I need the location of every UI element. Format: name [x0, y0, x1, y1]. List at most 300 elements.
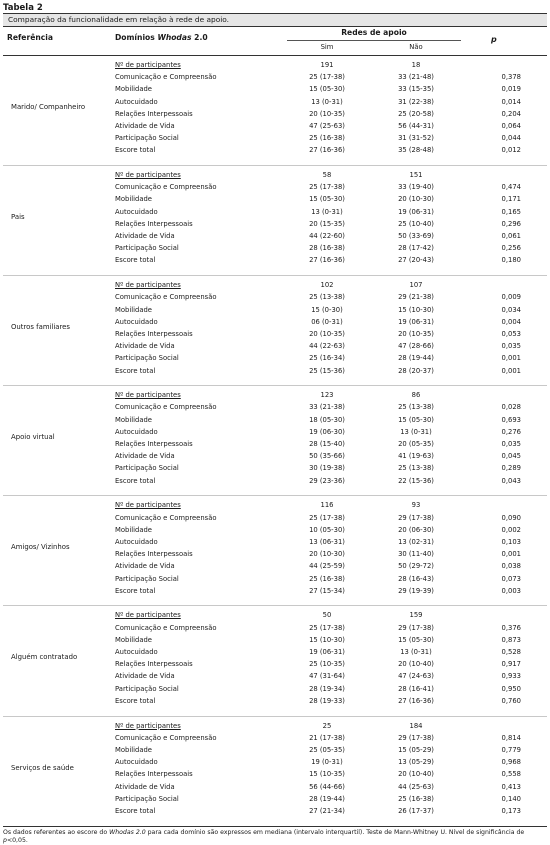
- cell-p: 0,090: [501, 513, 521, 522]
- cell-sim: 47 (31-64): [309, 672, 345, 681]
- cell-nao: 29 (17-38): [398, 733, 434, 742]
- table-row: [3, 573, 547, 585]
- cell-p: 0,256: [501, 244, 521, 253]
- cell-domain: Escore total: [115, 256, 156, 265]
- cell-nao: 15 (05-29): [398, 745, 434, 754]
- cell-nao: 20 (05-35): [398, 440, 434, 449]
- cell-sim: 58: [322, 171, 332, 180]
- cell-nao: 13 (0-31): [400, 427, 432, 436]
- cell-p: 0,968: [501, 758, 521, 767]
- cell-nao: 20 (10-30): [398, 195, 434, 204]
- cell-domain: Atividade de Vida: [115, 782, 175, 791]
- cell-domain: Atividade de Vida: [115, 122, 175, 130]
- cell-nao: 29 (17-38): [398, 513, 434, 522]
- cell-p: 0,171: [501, 195, 521, 204]
- table-row: [3, 181, 547, 193]
- cell-p: 0,002: [501, 525, 521, 534]
- cell-sim: 28 (16-38): [309, 244, 345, 253]
- cell-p: 0,014: [501, 97, 521, 106]
- cell-sim: 20 (15-35): [309, 219, 345, 228]
- table-group: [3, 166, 547, 276]
- cell-domain: Atividade de Vida: [115, 452, 175, 461]
- cell-p: 0,001: [501, 550, 521, 559]
- cell-nao: 20 (10-40): [398, 660, 434, 669]
- cell-nao: 44 (25-63): [398, 782, 434, 791]
- cell-nao: 15 (05-30): [398, 635, 434, 644]
- cell-domain: Escore total: [115, 696, 156, 705]
- cell-domain: Relações Interpessoais: [115, 219, 193, 228]
- cell-p: 0,289: [501, 464, 521, 473]
- header-sim: Sim: [320, 43, 334, 51]
- cell-p: 0,873: [501, 635, 521, 644]
- cell-domain: Relações Interpessoais: [115, 109, 193, 118]
- cell-p: 0,053: [501, 329, 521, 338]
- cell-sim: 25 (17-38): [309, 183, 345, 192]
- cell-sim: 30 (19-38): [309, 464, 345, 473]
- table-row: [3, 242, 547, 254]
- cell-sim: 28 (19-33): [309, 696, 345, 705]
- cell-domain: Nº de participantes: [115, 611, 181, 620]
- cell-sim: 102: [320, 281, 334, 290]
- cell-nao: 25 (13-38): [398, 403, 434, 412]
- header-redes-de-apoio: Redes de apoio: [341, 28, 407, 37]
- table-row: [3, 732, 547, 744]
- cell-sim: 19 (06-30): [309, 427, 345, 436]
- cell-sim: 18 (05-30): [309, 415, 345, 424]
- cell-p: 0,034: [501, 305, 521, 314]
- table-row: [3, 438, 547, 450]
- cell-sim: 25 (17-38): [309, 513, 345, 522]
- cell-nao: 29 (19-39): [398, 586, 434, 595]
- header-nao: Não: [409, 43, 423, 51]
- cell-domain: Participação Social: [115, 354, 179, 363]
- cell-p: 0,693: [501, 415, 521, 424]
- cell-sim: 27 (16-36): [309, 256, 345, 265]
- cell-nao: 151: [409, 171, 423, 180]
- cell-domain: Comunicação e Compreensão: [115, 513, 217, 522]
- cell-domain: Mobilidade: [115, 305, 152, 314]
- cell-nao: 159: [409, 611, 423, 620]
- cell-sim: 15 (10-35): [309, 770, 345, 779]
- cell-p: 0,528: [501, 648, 521, 657]
- cell-p: 0,413: [501, 782, 521, 791]
- cell-nao: 184: [409, 721, 423, 730]
- cell-sim: 25 (16-34): [309, 354, 345, 363]
- cell-nao: 22 (15-36): [398, 476, 434, 485]
- cell-p: 0,950: [501, 684, 521, 693]
- footnote: [3, 827, 547, 845]
- table-group: [3, 606, 547, 716]
- cell-sim: 44 (25-59): [309, 562, 345, 571]
- cell-domain: Autocuidado: [115, 97, 158, 106]
- table-row: [3, 683, 547, 695]
- cell-p: 0,558: [501, 770, 521, 779]
- cell-p: 0,073: [501, 574, 521, 583]
- table-row: [3, 132, 547, 144]
- cell-sim: 28 (15-40): [309, 440, 345, 449]
- cell-nao: 20 (10-35): [398, 329, 434, 338]
- cell-domain: Comunicação e Compreensão: [115, 73, 217, 82]
- cell-p: 0,001: [501, 354, 521, 363]
- cell-sim: 25 (13-38): [309, 293, 345, 302]
- footnote-italic1: Whodas 2.0: [109, 828, 146, 836]
- cell-domain: Participação Social: [115, 244, 179, 253]
- cell-domain: Mobilidade: [115, 525, 152, 534]
- cell-nao: 19 (06-31): [398, 317, 434, 326]
- table-row: [3, 793, 547, 805]
- table-row: [3, 59, 547, 71]
- cell-p: 0,140: [501, 794, 521, 803]
- cell-sim: 20 (10-35): [309, 329, 345, 338]
- table-body: [3, 56, 547, 827]
- table-row: [3, 499, 547, 511]
- cell-domain: Nº de participantes: [115, 391, 181, 400]
- cell-sim: 15 (0-30): [311, 305, 343, 314]
- cell-domain: Comunicação e Compreensão: [115, 733, 217, 742]
- cell-domain: Atividade de Vida: [115, 562, 175, 571]
- cell-sim: 116: [320, 501, 334, 510]
- cell-nao: 25 (16-38): [398, 794, 434, 803]
- cell-p: 0,003: [501, 586, 521, 595]
- cell-sim: 06 (0-31): [311, 317, 343, 326]
- cell-p: 0,012: [501, 146, 521, 155]
- cell-nao: 13 (05-29): [398, 758, 434, 767]
- cell-sim: 19 (0-31): [311, 758, 343, 767]
- group-reference: Marido/ Companheiro: [11, 103, 86, 111]
- header-dominios-suffix: 2.0: [191, 33, 208, 42]
- table-row: [3, 120, 547, 132]
- cell-nao: 28 (17-42): [398, 244, 434, 253]
- cell-sim: 28 (19-44): [309, 794, 345, 803]
- cell-sim: 27 (21-34): [309, 806, 345, 815]
- table-row: [3, 560, 547, 572]
- table-row: [3, 548, 547, 560]
- cell-p: 0,165: [501, 207, 521, 216]
- table-row: [3, 401, 547, 413]
- cell-domain: Participação Social: [115, 794, 179, 803]
- cell-p: 0,064: [501, 122, 521, 130]
- table-row: [3, 695, 547, 707]
- cell-p: 0,043: [501, 476, 521, 485]
- cell-domain: Escore total: [115, 806, 156, 815]
- cell-domain: Comunicação e Compreensão: [115, 403, 217, 412]
- table-row: [3, 316, 547, 328]
- cell-domain: Escore total: [115, 366, 156, 375]
- cell-nao: 107: [409, 281, 423, 290]
- cell-sim: 20 (10-30): [309, 550, 345, 559]
- cell-p: 0,917: [501, 660, 521, 669]
- cell-nao: 29 (21-38): [398, 293, 434, 302]
- cell-domain: Autocuidado: [115, 207, 158, 216]
- cell-nao: 19 (06-31): [398, 207, 434, 216]
- table-group: [3, 496, 547, 606]
- cell-domain: Participação Social: [115, 134, 179, 143]
- cell-domain: Participação Social: [115, 574, 179, 583]
- table-label: Tabela 2: [3, 3, 43, 13]
- cell-nao: 31 (22-38): [398, 97, 434, 106]
- cell-nao: 56 (44-31): [398, 122, 434, 130]
- cell-domain: Relações Interpessoais: [115, 440, 193, 449]
- cell-sim: 25: [322, 721, 332, 730]
- group-reference: Outros familiares: [11, 323, 71, 332]
- cell-domain: Participação Social: [115, 464, 179, 473]
- footnote-italic2: p: [3, 836, 7, 844]
- group-reference: Apoio virtual: [11, 433, 55, 442]
- cell-p: 0,103: [501, 537, 521, 546]
- table-row: [3, 756, 547, 768]
- cell-p: 0,204: [501, 109, 521, 118]
- table-row: [3, 720, 547, 732]
- header-p: p: [491, 35, 497, 44]
- group-reference: Serviços de saúde: [11, 763, 74, 772]
- cell-p: 0,004: [501, 317, 521, 326]
- cell-p: 0,044: [501, 134, 521, 143]
- cell-nao: 33 (21-48): [398, 73, 434, 82]
- table-row: [3, 512, 547, 524]
- cell-nao: 28 (16-43): [398, 574, 434, 583]
- cell-nao: 18: [411, 61, 421, 69]
- cell-sim: 191: [320, 61, 334, 69]
- cell-domain: Escore total: [115, 476, 156, 485]
- cell-nao: 31 (31-52): [398, 134, 434, 143]
- table-row: [3, 536, 547, 548]
- table-row: [3, 609, 547, 621]
- cell-sim: 50 (35-66): [309, 452, 345, 461]
- table-row: [3, 144, 547, 156]
- cell-domain: Participação Social: [115, 684, 179, 693]
- cell-sim: 44 (22-60): [309, 232, 345, 241]
- cell-domain: Atividade de Vida: [115, 672, 175, 681]
- cell-sim: 28 (19-34): [309, 684, 345, 693]
- table-row: [3, 634, 547, 646]
- header-dominios: [115, 33, 208, 42]
- cell-domain: Nº de participantes: [115, 281, 181, 290]
- cell-sim: 13 (0-31): [311, 97, 343, 106]
- cell-p: 0,814: [501, 733, 521, 742]
- cell-nao: 47 (24-63): [398, 672, 434, 681]
- group-reference: Pais: [11, 213, 25, 222]
- cell-p: 0,045: [501, 452, 521, 461]
- cell-p: 0,180: [501, 256, 521, 265]
- cell-domain: Atividade de Vida: [115, 342, 175, 351]
- cell-sim: 123: [320, 391, 334, 400]
- cell-domain: Mobilidade: [115, 415, 152, 424]
- cell-sim: 25 (16-38): [309, 574, 345, 583]
- footnote-part2: para cada domínio são expressos em mediana (intervalo interquartil). Teste de Mann-Whitney U. Nível de significância de: [145, 828, 525, 836]
- cell-domain: Autocuidado: [115, 427, 158, 436]
- table-row: [3, 279, 547, 291]
- cell-nao: 86: [411, 391, 421, 400]
- cell-sim: 19 (06-31): [309, 648, 345, 657]
- table-row: [3, 304, 547, 316]
- cell-domain: Escore total: [115, 586, 156, 595]
- cell-domain: Autocuidado: [115, 537, 158, 546]
- cell-domain: Comunicação e Compreensão: [115, 293, 217, 302]
- cell-nao: 25 (20-58): [398, 109, 434, 118]
- group-reference: Alguém contratado: [11, 653, 78, 662]
- cell-p: 0,760: [501, 696, 521, 705]
- cell-nao: 15 (05-30): [398, 415, 434, 424]
- header-divider: [287, 40, 461, 41]
- cell-sim: 27 (15-34): [309, 586, 345, 595]
- table-caption: Comparação da funcionalidade em relação à rede de apoio.: [3, 13, 547, 26]
- cell-p: 0,173: [501, 806, 521, 815]
- cell-sim: 20 (10-35): [309, 109, 345, 118]
- table-row: [3, 365, 547, 377]
- cell-domain: Relações Interpessoais: [115, 329, 193, 338]
- table-row: [3, 108, 547, 120]
- cell-sim: 25 (17-38): [309, 623, 345, 632]
- table-group: [3, 56, 547, 166]
- cell-sim: 21 (17-38): [309, 733, 345, 742]
- cell-p: 0,035: [501, 342, 521, 351]
- cell-p: 0,474: [501, 183, 521, 192]
- cell-sim: 15 (05-30): [309, 195, 345, 204]
- table-row: [3, 646, 547, 658]
- cell-nao: 13 (0-31): [400, 648, 432, 657]
- table-header: [3, 26, 547, 56]
- table-row: [3, 96, 547, 108]
- cell-nao: 28 (19-44): [398, 354, 434, 363]
- table-row: [3, 169, 547, 181]
- cell-sim: 56 (44-66): [309, 782, 345, 791]
- cell-nao: 15 (10-30): [398, 305, 434, 314]
- cell-domain: Mobilidade: [115, 745, 152, 754]
- group-reference: Amigos/ Vizinhos: [11, 543, 70, 552]
- table-row: [3, 670, 547, 682]
- cell-nao: 50 (29-72): [398, 562, 434, 571]
- cell-sim: 33 (21-38): [309, 403, 345, 412]
- header-referencia: Referência: [7, 33, 53, 42]
- table-row: [3, 585, 547, 597]
- cell-p: 0,376: [501, 623, 521, 632]
- cell-domain: Escore total: [115, 146, 156, 155]
- cell-p: 0,028: [501, 403, 521, 412]
- cell-sim: 25 (17-38): [309, 73, 345, 82]
- footnote-part3: <0,05.: [6, 836, 28, 844]
- header-dominios-prefix: Domínios: [115, 33, 158, 42]
- cell-domain: Nº de participantes: [115, 61, 181, 69]
- table-group: [3, 276, 547, 386]
- cell-sim: 50: [322, 611, 332, 620]
- table-row: [3, 658, 547, 670]
- table-row: [3, 805, 547, 817]
- cell-sim: 10 (05-30): [309, 525, 345, 534]
- cell-nao: 20 (06-30): [398, 525, 434, 534]
- cell-p: 0,061: [501, 232, 521, 241]
- table-row: [3, 744, 547, 756]
- footnote-part1: Os dados referentes ao escore do: [3, 828, 110, 836]
- cell-domain: Mobilidade: [115, 635, 152, 644]
- cell-domain: Nº de participantes: [115, 171, 181, 180]
- table-row: [3, 193, 547, 205]
- table-row: [3, 328, 547, 340]
- cell-nao: 41 (19-63): [398, 452, 434, 461]
- cell-sim: 25 (10-35): [309, 660, 345, 669]
- table-row: [3, 254, 547, 266]
- table-row: [3, 218, 547, 230]
- cell-sim: 15 (10-30): [309, 635, 345, 644]
- cell-p: 0,276: [501, 427, 521, 436]
- cell-domain: Relações Interpessoais: [115, 770, 193, 779]
- cell-p: 0,035: [501, 440, 521, 449]
- cell-nao: 30 (11-40): [398, 550, 434, 559]
- table-row: [3, 291, 547, 303]
- cell-sim: 27 (16-36): [309, 146, 345, 155]
- cell-sim: 25 (16-38): [309, 134, 345, 143]
- cell-domain: Nº de participantes: [115, 501, 181, 510]
- cell-nao: 25 (10-40): [398, 219, 434, 228]
- header-dominios-italic: Whodas: [157, 33, 192, 42]
- table-row: [3, 450, 547, 462]
- cell-sim: 13 (06-31): [309, 537, 345, 546]
- cell-domain: Comunicação e Compreensão: [115, 623, 217, 632]
- cell-nao: 33 (15-35): [398, 85, 434, 94]
- table-group: [3, 386, 547, 496]
- cell-nao: 29 (17-38): [398, 623, 434, 632]
- cell-domain: Relações Interpessoais: [115, 660, 193, 669]
- cell-nao: 27 (20-43): [398, 256, 434, 265]
- cell-domain: Comunicação e Compreensão: [115, 183, 217, 192]
- cell-sim: 29 (23-36): [309, 476, 345, 485]
- cell-p: 0,296: [501, 219, 521, 228]
- cell-sim: 44 (22-63): [309, 342, 345, 351]
- cell-sim: 13 (0-31): [311, 207, 343, 216]
- cell-p: 0,378: [501, 73, 521, 82]
- table-row: [3, 768, 547, 780]
- cell-nao: 28 (16-41): [398, 684, 434, 693]
- table-group: [3, 717, 547, 827]
- table-row: [3, 389, 547, 401]
- table-row: [3, 426, 547, 438]
- cell-domain: Autocuidado: [115, 648, 158, 657]
- cell-p: 0,019: [501, 85, 521, 94]
- cell-p: 0,038: [501, 562, 521, 571]
- cell-nao: 13 (02-31): [398, 537, 434, 546]
- cell-sim: 25 (15-36): [309, 366, 345, 375]
- table-row: [3, 781, 547, 793]
- cell-nao: 50 (33-69): [398, 232, 434, 241]
- table-container: [3, 3, 547, 845]
- cell-nao: 28 (20-37): [398, 366, 434, 375]
- cell-domain: Atividade de Vida: [115, 232, 175, 241]
- cell-domain: Mobilidade: [115, 195, 152, 204]
- cell-sim: 47 (25-63): [309, 122, 345, 130]
- cell-sim: 15 (05-30): [309, 85, 345, 94]
- cell-nao: 27 (16-36): [398, 696, 434, 705]
- table-row: [3, 230, 547, 242]
- cell-domain: Nº de participantes: [115, 721, 181, 730]
- cell-nao: 47 (28-66): [398, 342, 434, 351]
- table-row: [3, 206, 547, 218]
- table-row: [3, 475, 547, 487]
- cell-nao: 26 (17-37): [398, 806, 434, 815]
- cell-nao: 33 (19-40): [398, 183, 434, 192]
- cell-p: 0,009: [501, 293, 521, 302]
- table-row: [3, 71, 547, 83]
- cell-nao: 25 (13-38): [398, 464, 434, 473]
- table-row: [3, 340, 547, 352]
- cell-nao: 20 (10-40): [398, 770, 434, 779]
- cell-domain: Relações Interpessoais: [115, 550, 193, 559]
- cell-domain: Autocuidado: [115, 758, 158, 767]
- table-row: [3, 352, 547, 364]
- cell-nao: 93: [411, 501, 421, 510]
- cell-p: 0,933: [501, 672, 521, 681]
- table-row: [3, 83, 547, 95]
- table-row: [3, 622, 547, 634]
- cell-sim: 25 (05-35): [309, 745, 345, 754]
